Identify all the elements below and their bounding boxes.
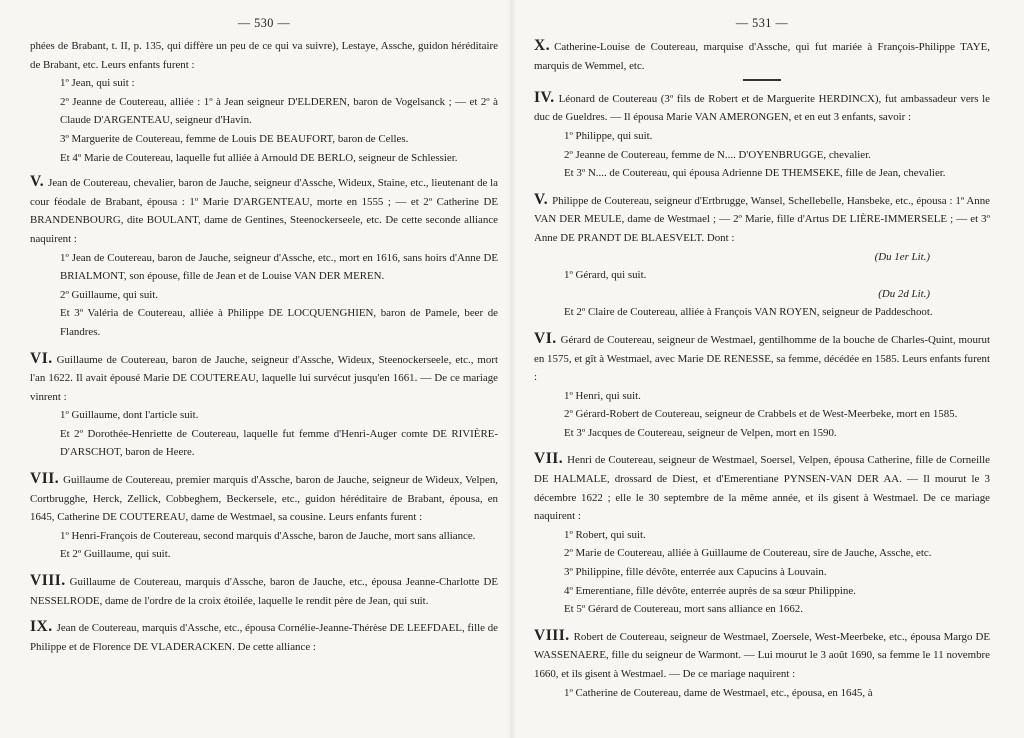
genealogy-entry-x [534, 37, 990, 75]
entry-intro: Guillaume de Coutereau, baron de Jauche, seigneur d'Assche, Wideux, Steenockerseele, etc., mort l'an 1622. Il avait épousé Marie DE COUTEREAU, laquelle lui survécut jusqu'en 1661. — De ce mariage vinrent : [30, 353, 498, 403]
entry-intro: Gérard de Coutereau, seigneur de Westmael, gentilhomme de la bouche de Charles-Quint, mourut en 1575, et gît à Westmael, avec Marie DE RENESSE, sa femme, décédée en 1585. Leurs enfants furent : [534, 333, 990, 384]
list-item: 3º Philippine, fille dévôte, enterrée aux Capucins à Louvain. [564, 566, 827, 579]
genealogy-entry-iv [534, 89, 990, 183]
genealogy-entry-vii [30, 470, 498, 564]
degree-numeral: VI. [534, 329, 557, 347]
list-item: Et 3º Valéria de Coutereau, alliée à Philippe DE LOCQUENGHIEN, baron de Pamele, beer de Flandres. [60, 307, 498, 338]
degree-numeral: VII. [30, 470, 60, 488]
list-item: 1º Catherine de Coutereau, dame de Westmael, etc., épousa, en 1645, à [564, 686, 873, 699]
entry-intro: Philippe de Coutereau, seigneur d'Ertbrugge, Wansel, Schellebelle, Hansbeke, etc., épousa : 1º Anne VAN DER MEULE, dame de Westmael ; — 2º Marie, fille d'Artus DE LIÈRE-IMMERSELE ; — et 3º Anne DE PRANDT DE BLAESVELT. Dont : [534, 194, 990, 244]
entry-intro: Jean de Coutereau, chevalier, baron de Jauche, seigneur d'Assche, Wideux, Staine, etc., lieutenant de la cour féodale de Brabant, épousa : 1º Marie D'ARGENTEAU, morte en 1555 ; — et 2º Catherine DE BRANDENBOURG, dite BOULANT, dame de Gentines, Steenockerseele, etc. De cette seconde alliance naquirent : [30, 177, 498, 245]
degree-numeral: VIII. [534, 626, 570, 644]
list-item: Et 5º Gérard de Coutereau, mort sans alliance en 1662. [564, 603, 803, 616]
list-item: 4º Emerentiane, fille dévôte, enterrée auprès de sa sœur Philippine. [564, 584, 856, 597]
list-item: 1º Robert, qui suit. [564, 528, 646, 541]
section-divider [743, 79, 781, 81]
degree-numeral: VII. [534, 450, 564, 468]
list-item: Et 2º Claire de Coutereau, alliée à François VAN ROYEN, seigneur de Paddeschoot. [564, 306, 933, 319]
degree-numeral: VIII. [30, 572, 66, 590]
list-item: 3º Marguerite de Coutereau, femme de Louis DE BEAUFORT, baron de Celles. [60, 132, 409, 145]
list-item: 1º Jean de Coutereau, baron de Jauche, seigneur d'Assche, etc., mort en 1616, sans hoirs d'Anne DE BRIALMONT, son épouse, fille de Jean et de Louise VAN DER MEREN. [60, 251, 498, 283]
list-item: 1º Philippe, qui suit. [564, 129, 653, 142]
second-marriage-label: (Du 2d Lit.) [878, 287, 930, 300]
entry-intro: Henri de Coutereau, seigneur de Westmael, Soersel, Velpen, épousa Catherine, fille de Corneille DE HALMALE, drossard de Diest, et d'Emerentiane PYNSEN-VAN DER AA. — Il mourut le 3 décembre 1622 ; elle le 30 septembre de la même année, et ils gisent à Westmael. De ce mariage naquirent : [534, 454, 990, 523]
list-item: 2º Guillaume, qui suit. [60, 288, 159, 301]
genealogy-entry-ix [30, 618, 498, 656]
list-item: 1º Gérard, qui suit. [564, 269, 647, 282]
list-item: 1º Jean, qui suit : [60, 77, 135, 90]
list-item: 2º Jeanne de Coutereau, femme de N.... D'OYENBRUGGE, chevalier. [564, 148, 871, 161]
list-item: Et 2º Dorothée-Henriette de Coutereau, laquelle fut femme d'Henri-Auger comte DE RIVIÈRE-D'ARSCHOT, baron de Heere. [60, 427, 498, 459]
list-item: Et 2º Guillaume, qui suit. [60, 548, 171, 561]
list-item: 2º Jeanne de Coutereau, alliée : 1º à Jean seigneur D'ELDEREN, baron de Vogelsanck ; — et 2º à Claude D'ARGENTEAU, seigneur d'Havin. [60, 95, 498, 127]
list-item: 2º Marie de Coutereau, alliée à Guillaume de Coutereau, sire de Jauche, Assche, etc. [564, 547, 932, 560]
list-item: 1º Henri-François de Coutereau, second marquis d'Assche, baron de Jauche, mort sans alliance. [60, 529, 476, 542]
entry-intro: Robert de Coutereau, seigneur de Westmael, Zoersele, West-Meerbeke, etc., épousa Margo DE WASSENAERE, fille du seigneur de Warmont. — Lui mourut le 3 août 1690, sa femme le 11 novembre 1660, et ils gisent à Westmael. — De ce mariage naquirent : [534, 630, 990, 680]
entry-intro: Catherine-Louise de Coutereau, marquise d'Assche, qui fut mariée à François-Philippe TAYE, marquis de Wemmel, etc. [534, 41, 990, 72]
genealogy-entry-vii-right [534, 450, 990, 618]
entry-intro: Guillaume de Coutereau, premier marquis d'Assche, baron de Jauche, seigneur de Wideux, Velpen, Cortbrugghe, Herck, Zellick, Cobbeghem, Beckersele, etc., guidon héréditaire de Brabant, épousa, en 1645, Catherine DE COUTEREAU, dame de Westmael, sa cousine. Leurs enfants furent : [30, 474, 498, 524]
genealogy-entry-vi-right [534, 330, 990, 443]
first-marriage-label: (Du 1er Lit.) [874, 250, 930, 263]
genealogy-entry-v-right [534, 191, 990, 322]
degree-numeral: V. [30, 173, 45, 191]
list-item: Et 3º N.... de Coutereau, qui épousa Adrienne DE THEMSEKE, fille de Jean, chevalier. [564, 167, 946, 180]
right-page [512, 0, 1024, 738]
page-number-530: — 530 — [237, 16, 291, 30]
degree-numeral: V. [534, 190, 549, 208]
entry-intro: Guillaume de Coutereau, marquis d'Assche, baron de Jauche, etc., épousa Jeanne-Charlotte DE NESSELRODE, dame de l'ordre de la croix étoilée, laquelle le rendit père de Jean, qui suit. [30, 576, 498, 607]
right-page-body [534, 37, 990, 702]
genealogy-entry-viii-right [534, 627, 990, 702]
list-item: 1º Guillaume, dont l'article suit. [60, 409, 199, 422]
genealogy-entry-v [30, 173, 498, 341]
degree-numeral: IV. [534, 88, 555, 106]
genealogy-entry-vi [30, 350, 498, 463]
list-item: 2º Gérard-Robert de Coutereau, seigneur de Crabbels et de West-Meerbeke, mort en 1585. [564, 408, 958, 421]
continued-paragraph: phées de Brabant, t. II, p. 135, qui diffère un peu de ce qui va suivre), Lestaye, Assche, guidon héréditaire de Brabant, etc. Leurs enfants furent : [30, 40, 498, 71]
genealogy-entry-viii [30, 572, 498, 610]
degree-numeral: IX. [30, 618, 53, 636]
entry-intro: Léonard de Coutereau (3º fils de Robert et de Marguerite HERDINCX), fut ambassadeur vers le duc de Gueldres. — Il épousa Marie VAN AMERONGEN, et en eut 3 enfants, savoir : [534, 92, 990, 124]
degree-numeral: X. [534, 37, 551, 54]
left-page-body [30, 37, 498, 656]
degree-numeral: VI. [30, 349, 53, 367]
page-number-531: — 531 — [735, 16, 789, 30]
list-item: Et 3º Jacques de Coutereau, seigneur de Velpen, mort en 1590. [564, 426, 837, 439]
list-item: 1º Henri, qui suit. [564, 389, 641, 402]
list-item: Et 4º Marie de Coutereau, laquelle fut alliée à Arnould DE BERLO, seigneur de Schlessier. [60, 151, 458, 164]
entry-intro: Jean de Coutereau, marquis d'Assche, etc., épousa Cornélie-Jeanne-Thérèse DE LEEFDAEL, fille de Philippe et de Florence DE VLADERACKEN. De cette alliance : [30, 622, 498, 653]
